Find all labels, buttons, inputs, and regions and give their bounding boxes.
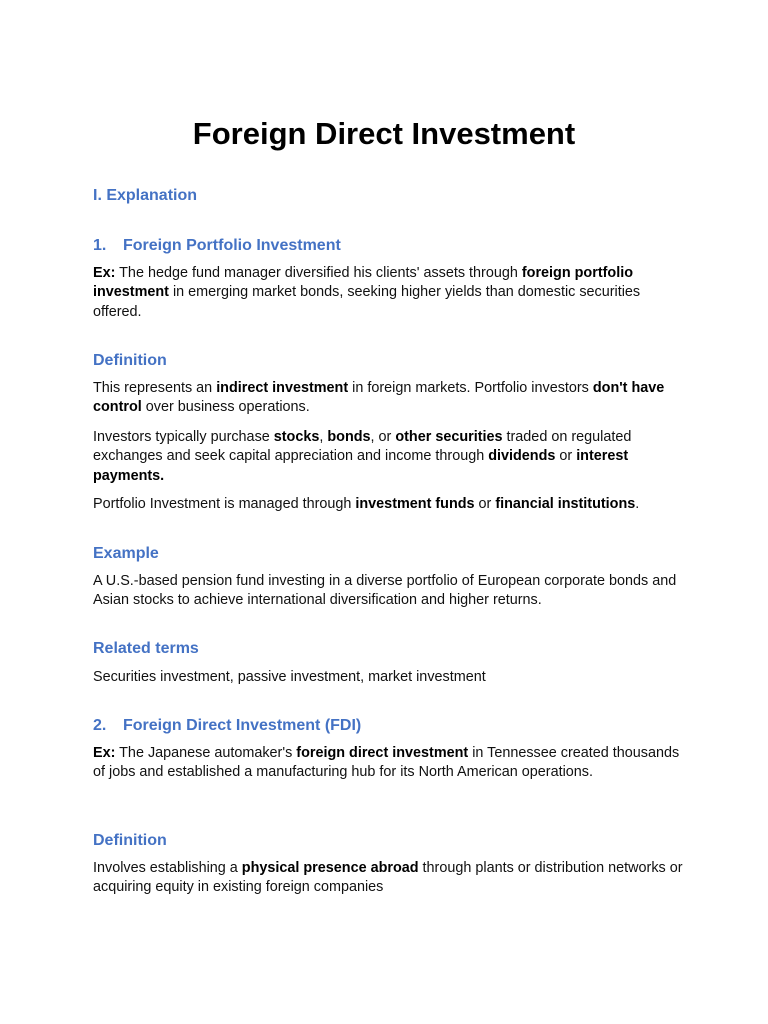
text-run: through plants or distribution networks or acquiring equity in existing foreign companies <box>93 860 683 896</box>
explanation-heading: I. Explanation <box>93 187 198 204</box>
document-title: Foreign Direct Investment <box>192 116 576 151</box>
bold-term: physical presence abroad <box>241 860 419 876</box>
text-run: or <box>555 448 577 465</box>
text-run: or <box>474 496 496 512</box>
bold-term: bonds <box>327 429 371 445</box>
bold-term: interest payments. <box>93 448 629 484</box>
text-run: Portfolio Investment is managed through <box>93 496 356 512</box>
section1-heading <box>93 235 341 257</box>
ex-label: Ex: <box>93 265 116 281</box>
section2-example-sentence <box>93 744 683 783</box>
text-run: This represents an <box>93 380 217 396</box>
section1-definition-paragraph-3 <box>93 495 683 514</box>
ex-label: Ex: <box>93 745 116 761</box>
section1-example-text: A U.S.-based pension fund investing in a diverse portfolio of European corporate bonds and Asian stocks to achieve international diversification and higher returns. <box>93 573 677 609</box>
text-run: traded on regulated exchanges and seek capital appreciation and income through <box>93 429 632 465</box>
bold-term: foreign direct investment <box>296 745 469 761</box>
text-run: in foreign markets. Portfolio investors <box>348 380 593 396</box>
text-run: The Japanese automaker's <box>115 745 297 761</box>
text-run: Involves establishing a <box>93 860 242 876</box>
bold-term: financial institutions <box>495 496 636 512</box>
section1-definition-paragraph-1 <box>93 379 683 418</box>
bold-term: foreign portfolio investment <box>93 265 633 301</box>
section2-number: 2. <box>93 717 107 734</box>
bold-term: other securities <box>395 429 503 445</box>
section2-title: Foreign Direct Investment (FDI) <box>123 717 362 734</box>
section2-definition-paragraph-1 <box>93 859 683 898</box>
bold-term: don't have control <box>93 380 665 416</box>
text-run: . <box>635 496 640 512</box>
text-run: in Tennessee created thousands of jobs and established a manufacturing hub for its North American operations. <box>93 745 680 781</box>
text-run: , or <box>370 429 396 445</box>
section1-related-text: Securities investment, passive investment, market investment <box>93 669 486 685</box>
section1-example-heading: Example <box>93 545 159 562</box>
text-run: Investors typically purchase <box>93 429 274 445</box>
bold-term: dividends <box>488 448 556 465</box>
text-run: The hedge fund manager diversified his clients' assets through <box>115 265 522 281</box>
bold-term: stocks <box>273 429 320 445</box>
section1-definition-paragraph-2 <box>93 428 683 486</box>
bold-term: investment funds <box>355 496 475 512</box>
section1-example-sentence <box>93 264 683 322</box>
section1-number: 1. <box>93 237 107 254</box>
section1-related-heading: Related terms <box>93 640 199 657</box>
section2-definition-heading: Definition <box>93 832 167 849</box>
section1-title: Foreign Portfolio Investment <box>123 237 341 254</box>
bold-term: indirect investment <box>216 380 349 396</box>
section2-heading <box>93 715 361 737</box>
text-run: over business operations. <box>141 399 310 416</box>
text-run: , <box>319 429 328 445</box>
section1-definition-heading: Definition <box>93 352 167 369</box>
text-run: in emerging market bonds, seeking higher yields than domestic securities offered. <box>93 284 641 320</box>
